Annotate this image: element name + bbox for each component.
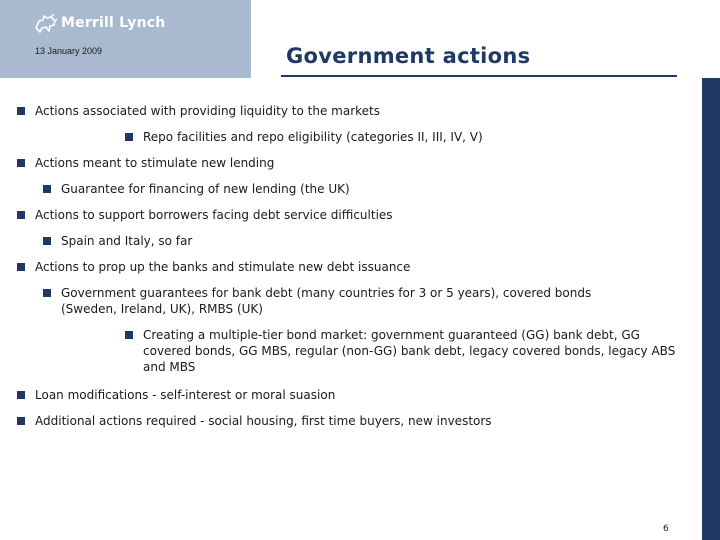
bullet-item: Actions associated with providing liquidity to the markets xyxy=(17,103,697,119)
bullet-square-icon xyxy=(43,237,51,245)
brand-name: Merrill Lynch xyxy=(61,15,166,31)
bullet-item: Loan modifications - self-interest or moral suasion xyxy=(17,387,697,403)
bullet-square-icon xyxy=(125,331,133,339)
bullet-square-icon xyxy=(17,211,25,219)
bullet-square-icon xyxy=(43,289,51,297)
title-underline xyxy=(281,75,677,77)
bullet-square-icon xyxy=(125,133,133,141)
bullet-square-icon xyxy=(43,185,51,193)
merrill-lynch-logo xyxy=(34,12,165,34)
bullet-item: Actions to prop up the banks and stimulate new debt issuance xyxy=(17,259,697,275)
bullet-square-icon xyxy=(17,263,25,271)
bullet-item: Actions to support borrowers facing debt service difficulties xyxy=(17,207,697,223)
bullet-square-icon xyxy=(17,159,25,167)
bullet-item: Creating a multiple-tier bond market: government guaranteed (GG) bank debt, GG covered bonds, GG MBS, regular (non-GG) bank debt, legacy covered bonds, legacy ABS and MBS xyxy=(125,327,685,375)
bullet-item: Guarantee for financing of new lending (the UK) xyxy=(43,181,693,197)
header-panel xyxy=(0,0,251,78)
side-accent-bar xyxy=(702,78,720,540)
bullet-square-icon xyxy=(17,417,25,425)
bullet-item: Actions meant to stimulate new lending xyxy=(17,155,697,171)
page-number: 6 xyxy=(663,524,669,534)
bullet-square-icon xyxy=(17,107,25,115)
bullet-item: Government guarantees for bank debt (many countries for 3 or 5 years), covered bonds (Sweden, Ireland, UK), RMBS (UK) xyxy=(43,285,643,317)
bullet-square-icon xyxy=(17,391,25,399)
bullet-item: Additional actions required - social housing, first time buyers, new investors xyxy=(17,413,697,429)
slide-date: 13 January 2009 xyxy=(35,46,103,56)
bull-icon xyxy=(34,12,58,34)
bullet-item: Spain and Italy, so far xyxy=(43,233,693,249)
slide-title: Government actions xyxy=(286,44,531,68)
bullet-item: Repo facilities and repo eligibility (categories II, III, IV, V) xyxy=(125,129,695,145)
